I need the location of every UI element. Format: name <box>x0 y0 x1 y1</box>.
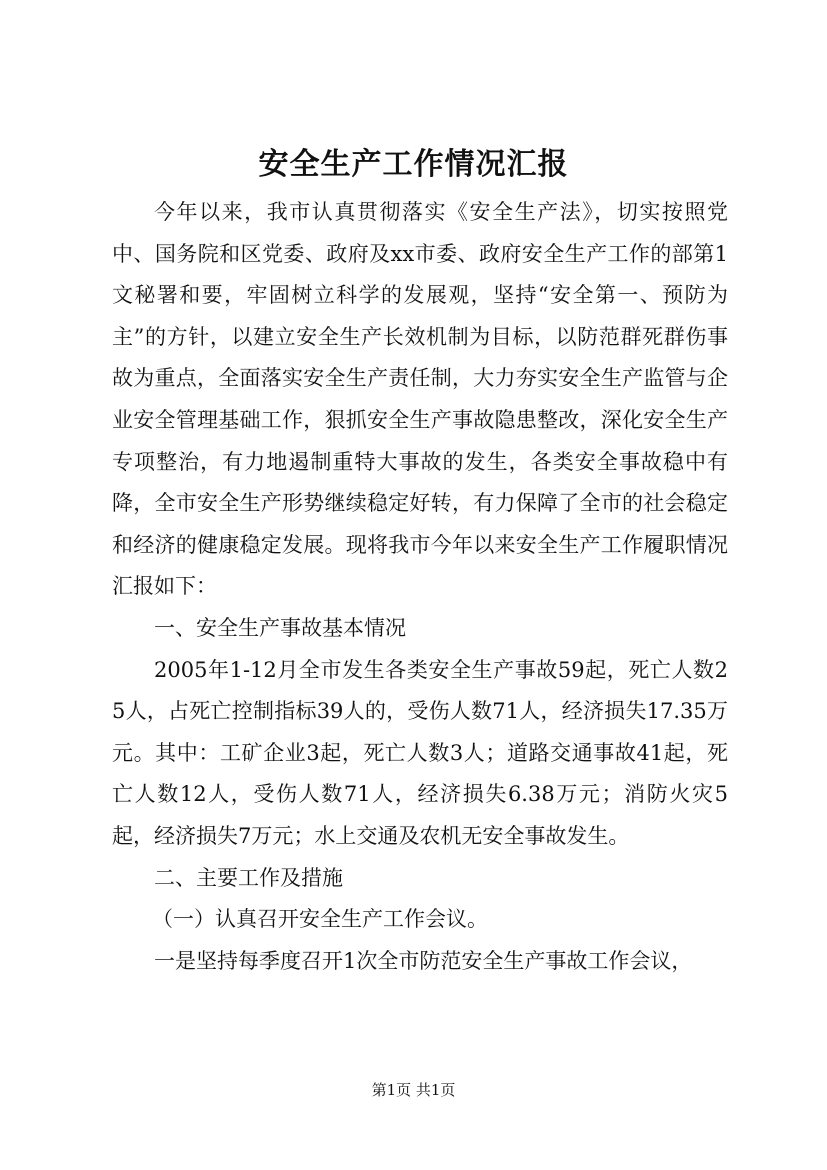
intro-paragraph: 今年以来，我市认真贯彻落实《安全生产法》，切实按照党中、国务院和区党委、政府及xx市委、政府安全生产工作的部第1文秘署和要，牢固树立科学的发展观，坚持“安全第一、预防为主”的方针，以建立安全生产长效机制为目标，以防范群死群伤事故为重点，全面落实安全生产责任制，大力夯实安全生产监管与企业安全管理基础工作，狠抓安全生产事故隐患整改，深化安全生产专项整治，有力地遏制重特大事故的发生，各类安全事故稳中有降，全市安全生产形势继续稳定好转，有力保障了全市的社会稳定和经济的健康稳定发展。现将我市今年以来安全生产工作履职情况汇报如下： <box>112 200 728 599</box>
section-heading-2: 二、主要工作及措施 <box>154 865 343 890</box>
document-body <box>112 192 728 982</box>
section-heading-1: 一、安全生产事故基本情况 <box>154 615 406 640</box>
subsection-heading-1: （一）认真召开安全生产工作会议。 <box>152 907 488 932</box>
accident-stats-paragraph: 2005年1-12月全市发生各类安全生产事故59起，死亡人数25人，占死亡控制指标39人的，受伤人数71人，经济损失17.35万元。其中：工矿企业3起，死亡人数3人；道路交通事故41起，死亡人数12人，受伤人数71人，经济损失6.38万元；消防火灾5起，经济损失7万元；水上交通及农机无安全事故发生。 <box>112 657 728 848</box>
page-footer: 第1页 共1页 <box>371 1081 456 1099</box>
measures-paragraph: 一是坚持每季度召开1次全市防范安全生产事故工作会议， <box>154 948 693 973</box>
document-title: 安全生产工作情况汇报 <box>258 147 569 182</box>
